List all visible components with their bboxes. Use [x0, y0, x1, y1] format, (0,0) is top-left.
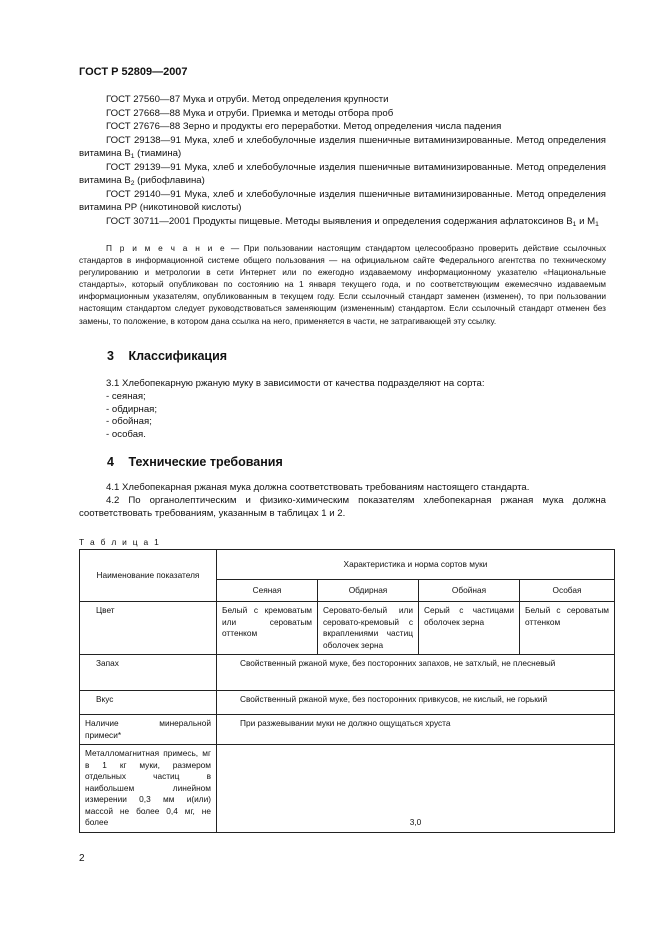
- grade-list-item: - обойная;: [106, 416, 152, 428]
- table-cell: Белый с сероватым оттенком: [520, 602, 615, 655]
- col-group-header: Характеристика и норма сортов муки: [217, 550, 615, 580]
- table-row: [80, 745, 615, 833]
- indicator-name: Цвет: [80, 602, 217, 655]
- indicator-name: Металломагнитная примесь, мг в 1 кг муки, размером отдельных частиц в наибольшем линейном измерении 0,3 мм и(или) массой не более 0,4 мг, не более: [80, 745, 217, 833]
- table-cell: При разжевывании муки не должно ощущаться хруста: [217, 715, 615, 745]
- section-3-heading: 3 Классификация: [107, 349, 228, 363]
- section-4-body: [79, 482, 606, 520]
- table-row: [80, 691, 615, 715]
- indicator-name: Вкус: [80, 691, 217, 715]
- references-note: [79, 242, 606, 327]
- reference-item: ГОСТ 27668—88 Мука и отруби. Приемка и методы отбора проб: [106, 107, 394, 119]
- section-3-body: [79, 378, 606, 442]
- grade-header: Сеяная: [217, 580, 318, 602]
- table-row: [80, 655, 615, 691]
- grade-list-item: - особая.: [106, 429, 146, 441]
- table-1-caption: Т а б л и ц а 1: [79, 537, 161, 547]
- section-4-p1: 4.1 Хлебопекарная ржаная мука должна соответствовать требованиям настоящего стандарта.: [106, 482, 530, 493]
- indicator-name: Запах: [80, 655, 217, 691]
- indicator-name: Наличие минеральной примеси*: [80, 715, 217, 745]
- table-row: [80, 715, 615, 745]
- table-1: [79, 549, 615, 833]
- table-row: [80, 602, 615, 655]
- table-cell: Свойственный ржаной муке, без посторонних запахов, не затхлый, не плесневый: [217, 655, 615, 691]
- grade-header: Обдирная: [318, 580, 419, 602]
- section-3-intro: 3.1 Хлебопекарную ржаную муку в зависимости от качества подразделяют на сорта:: [106, 378, 485, 389]
- col-indicator-header: Наименование показателя: [80, 550, 217, 602]
- reference-item: ГОСТ 27676—88 Зерно и продукты его переработки. Метод определения числа падения: [106, 121, 502, 132]
- reference-item: ГОСТ 29138—91 Мука, хлеб и хлебобулочные изделия пшеничные витаминизированные. Метод определения витамина $В_1$ (тиамина): [79, 134, 607, 160]
- normative-references: [79, 93, 606, 228]
- grade-header: Обойная: [419, 580, 520, 602]
- document-header: ГОСТ Р 52809—2007: [79, 66, 188, 78]
- section-4-p2: 4.2 По органолептическим и физико-химическим показателям хлебопекарная ржаная мука должна соответствовать требованиям, указанным в таблицах 1 и 2.: [79, 494, 606, 519]
- table-cell: 3,0: [217, 745, 615, 833]
- table-cell: Серовато-белый или серовато-кремовый с вкраплениями частиц оболочек зерна: [318, 602, 419, 655]
- note-text: — При пользовании настоящим стандартом целесообразно проверить действие ссылочных стандартов в информационной системе общего пользования — на официальном сайте Федерального агентства по техническому регулированию и метрологии в сети Интернет или по ежегодно издаваемому информационному указателю «Национальные стандарты», который опубликован по состоянию на 1 января текущего года, и по соответствующим ежемесячно издаваемым информационным указателям, опубликованным в текущем году. Если ссылочный стандарт заменен (изменен), то при пользовании настоящим стандартом следует руководствоваться заменяющим (измененным) стандартом. Если ссылочный стандарт отменен без замены, то положение, в котором дана ссылка на него, применяется в части, не затрагивающей эту ссылку.: [79, 243, 606, 326]
- reference-item: ГОСТ 27560—87 Мука и отруби. Метод определения крупности: [106, 94, 389, 105]
- table-cell: Белый с кремоватым или сероватым оттенком: [217, 602, 318, 655]
- reference-item: ГОСТ 30711—2001 Продукты пищевые. Методы выявления и определения содержания афлатоксинов $В_1$ и $М_1$: [106, 215, 599, 228]
- table-cell: Серый с частицами оболочек зерна: [419, 602, 520, 655]
- grade-list-item: - обдирная;: [106, 403, 158, 415]
- section-4-heading: 4 Технические требования: [107, 455, 283, 469]
- note-label: П р и м е ч а н и е: [106, 243, 227, 253]
- table-cell: Свойственный ржаной муке, без посторонних привкусов, не кислый, не горький: [217, 691, 615, 715]
- reference-item: ГОСТ 29140—91 Мука, хлеб и хлебобулочные изделия пшеничные витаминизированные. Метод определения витамина РР (никотиновой кислоты): [79, 188, 607, 213]
- page-number: 2: [79, 853, 85, 864]
- grade-list-item: - сеяная;: [106, 390, 146, 402]
- grade-header: Особая: [520, 580, 615, 602]
- reference-item: ГОСТ 29139—91 Мука, хлеб и хлебобулочные изделия пшеничные витаминизированные. Метод определения витамина $В_2$ (рибофлавина): [79, 161, 607, 187]
